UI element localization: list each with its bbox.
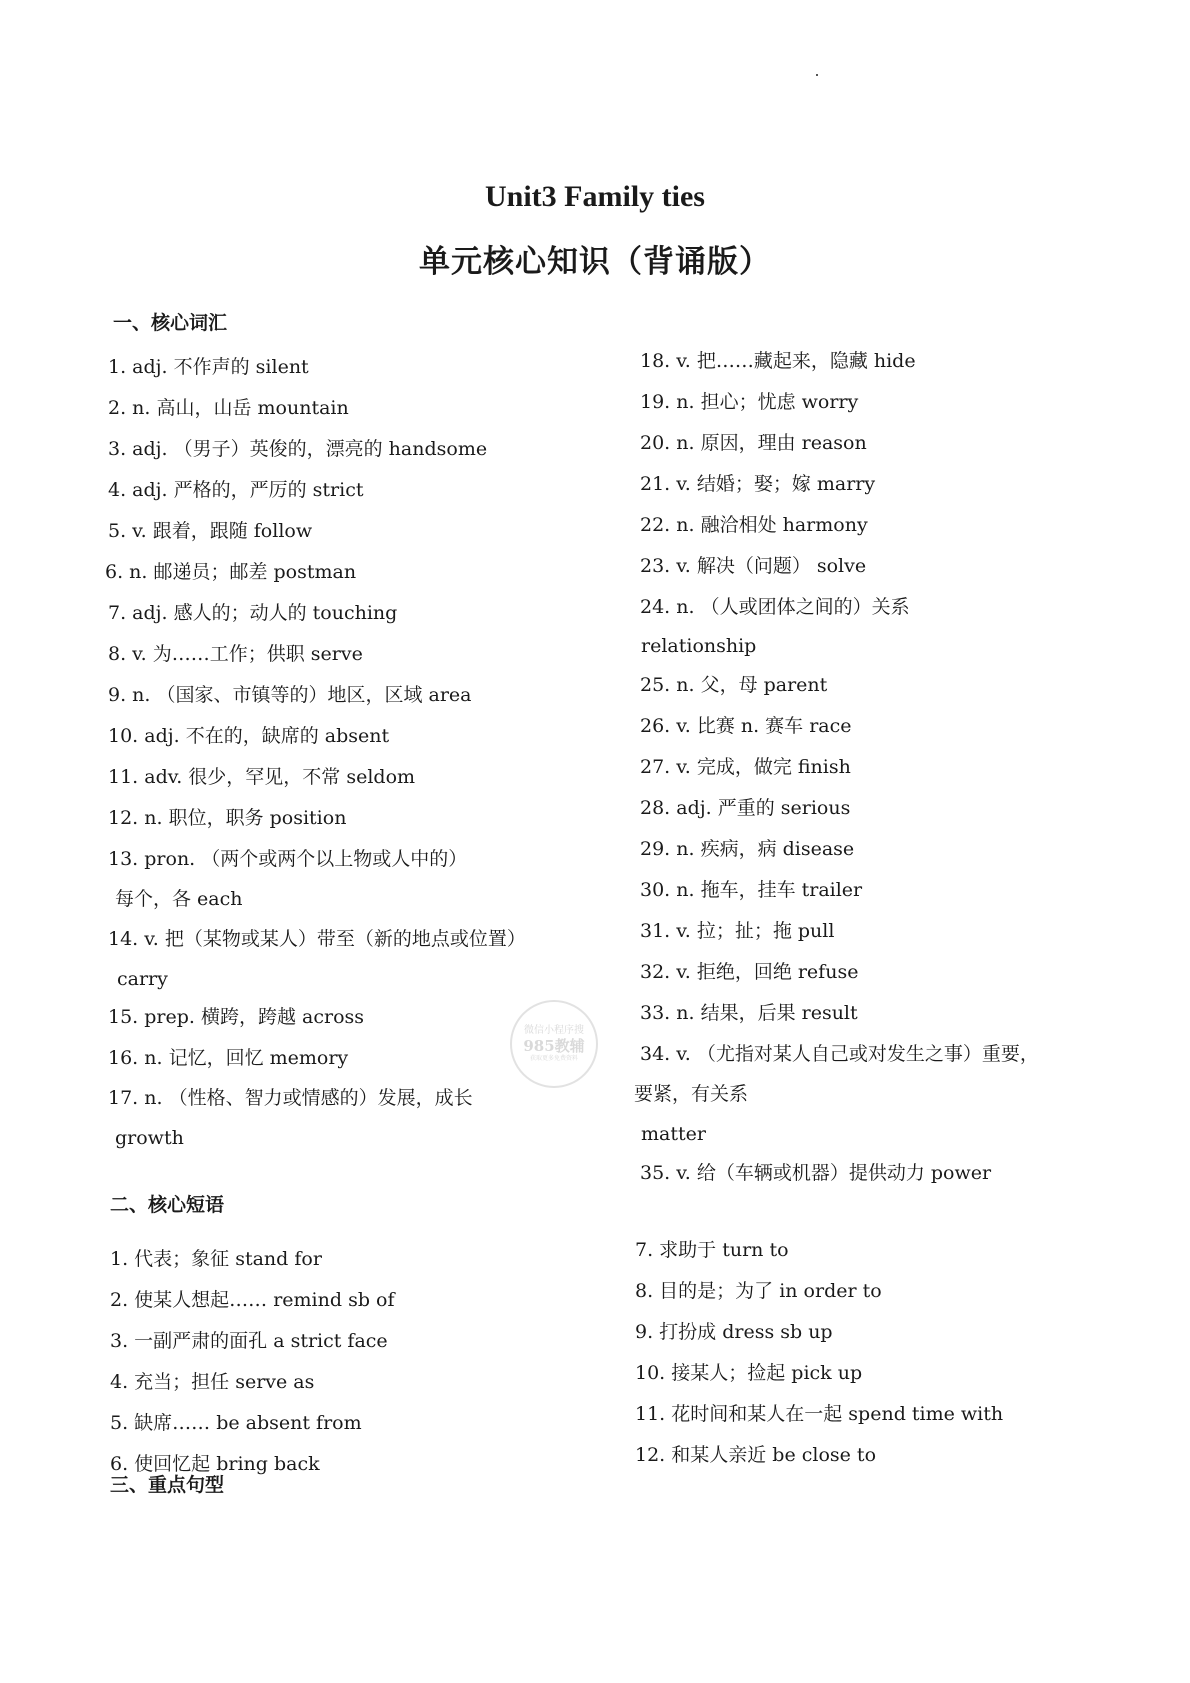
vocab-item: 16. n. 记忆，回忆 memory [108,1047,349,1069]
vocab-item: 34. v. （尤指对某人自己或对发生之事）重要， [640,1043,1039,1065]
phrase-item: 5. 缺席…… be absent from [110,1412,362,1434]
vocab-item: 4. adj. 严格的，严厉的 strict [108,479,364,501]
vocab-item: 1. adj. 不作声的 silent [108,356,309,378]
vocab-item: 10. adj. 不在的，缺席的 absent [108,725,390,747]
vocab-item: 24. n. （人或团体之间的）关系 [640,596,910,618]
vocab-item: 3. adj. （男子）英俊的，漂亮的 handsome [108,438,488,460]
vocab-item: 35. v. 给（车辆或机器）提供动力 power [640,1162,992,1184]
phrase-item: 10. 接某人；捡起 pick up [635,1362,863,1384]
vocab-item: 19. n. 担心；忧虑 worry [640,391,859,413]
vocab-item: 5. v. 跟着，跟随 follow [108,520,313,542]
vocab-item: 25. n. 父，母 parent [640,674,828,696]
vocab-item: 7. adj. 感人的；动人的 touching [108,602,398,624]
vocab-item: 14. v. 把（某物或某人）带至（新的地点或位置） [108,928,526,950]
phrase-item: 7. 求助于 turn to [635,1239,789,1261]
vocab-item: 33. n. 结果，后果 result [640,1002,858,1024]
vocab-item: 26. v. 比赛 n. 赛车 race [640,715,852,737]
vocab-item: 9. n. （国家、市镇等的）地区，区域 area [108,684,472,706]
stamp-top-text: 微信小程序搜 [524,1025,584,1036]
phrase-item: 8. 目的是；为了 in order to [635,1280,882,1302]
page-title-chinese: 单元核心知识（背诵版） [419,244,771,280]
phrase-item: 12. 和某人亲近 be close to [635,1444,877,1466]
phrase-item: 6. 使回忆起 bring back [110,1453,320,1475]
phrase-item: 3. 一副严肃的面孔 a strict face [110,1330,388,1352]
vocab-item-continued: 每个，各 each [115,888,243,910]
vocab-item: 32. v. 拒绝，回绝 refuse [640,961,859,983]
section-heading-phrases: 二、核心短语 [110,1194,225,1216]
vocab-item-continued: relationship [641,635,757,657]
vocab-item: 27. v. 完成，做完 finish [640,756,851,778]
phrase-item: 2. 使某人想起…… remind sb of [110,1289,395,1311]
section-heading-sentences: 三、重点句型 [110,1474,225,1496]
vocab-item: 2. n. 高山，山岳 mountain [108,397,349,419]
vocab-item: 8. v. 为……工作；供职 serve [108,643,363,665]
vocab-item: 21. v. 结婚；娶；嫁 marry [640,473,876,495]
vocab-item: 31. v. 拉；扯；拖 pull [640,920,835,942]
vocab-item: 17. n. （性格、智力或情感的）发展，成长 [108,1087,473,1109]
vocab-item: 29. n. 疾病，病 disease [640,838,855,860]
scan-dot [816,74,818,76]
vocab-item: 28. adj. 严重的 serious [640,797,851,819]
vocab-item-continued: 要紧，有关系 [634,1083,749,1105]
vocab-item: 11. adv. 很少，罕见，不常 seldom [108,766,416,788]
vocab-item: 22. n. 融洽相处 harmony [640,514,868,536]
vocab-item-continued: matter [641,1123,706,1145]
phrase-item: 4. 充当；担任 serve as [110,1371,315,1393]
vocab-item-continued: carry [117,968,168,990]
vocab-item: 30. n. 拖车，挂车 trailer [640,879,863,901]
vocab-item: 13. pron. （两个或两个以上物或人中的） [108,848,468,870]
vocab-item: 23. v. 解决（问题） solve [640,555,867,577]
phrase-item: 1. 代表；象征 stand for [110,1248,322,1270]
phrase-item: 9. 打扮成 dress sb up [635,1321,833,1343]
vocab-item: 6. n. 邮递员；邮差 postman [105,561,357,583]
stamp-bottom-text: 获取更多免费资料 [529,1055,578,1062]
watermark-stamp [510,1000,598,1088]
section-heading-vocabulary: 一、核心词汇 [113,312,228,334]
vocab-item: 15. prep. 横跨，跨越 across [108,1006,365,1028]
vocab-item: 20. n. 原因，理由 reason [640,432,867,454]
vocab-item: 12. n. 职位，职务 position [108,807,347,829]
stamp-main-text: 985教辅 [523,1037,585,1055]
vocab-item-continued: growth [115,1127,184,1149]
vocab-item: 18. v. 把……藏起来，隐藏 hide [640,350,916,372]
phrase-item: 11. 花时间和某人在一起 spend time with [635,1403,1004,1425]
page-title-english: Unit3 Family ties [485,180,705,213]
